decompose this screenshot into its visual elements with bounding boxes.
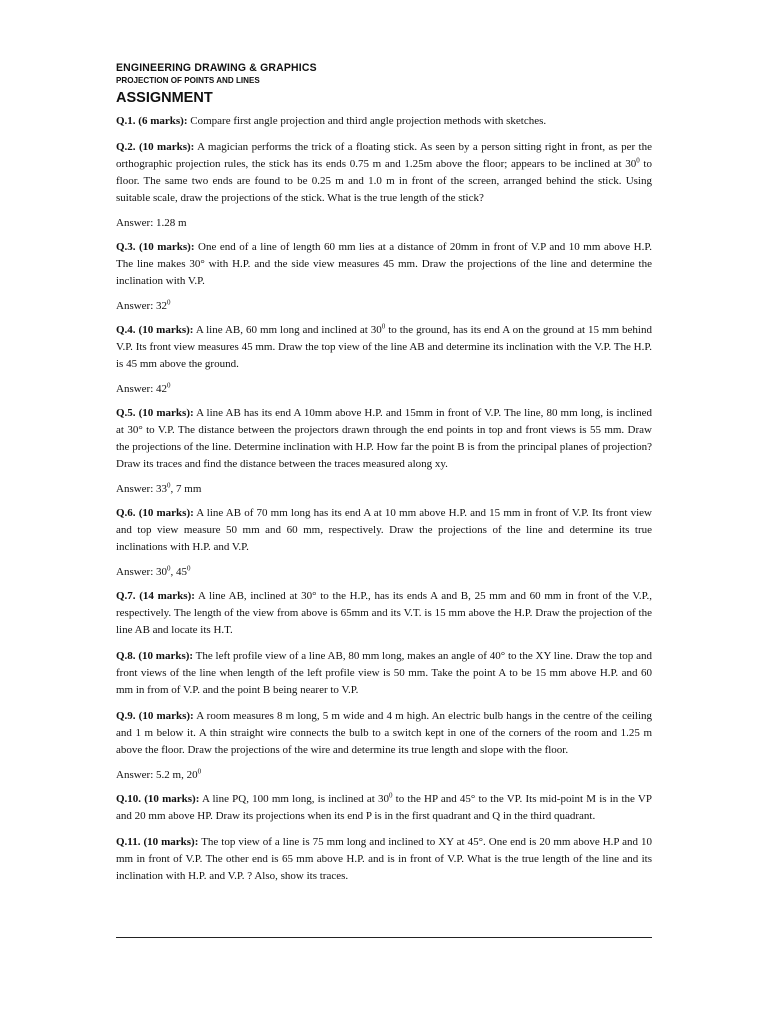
answer-9: [116, 768, 652, 783]
text-run: A magician performs the trick of a floating stick. As seen by a person sitting right in front, as per the orthographic projection rules, the stick has its ends 0.75 m and 1.25m above the floor; appears to be inclined at 30: [116, 141, 652, 170]
text-run: Compare first angle projection and third angle projection methods with sketches.: [190, 115, 547, 127]
document-title: ENGINEERING DRAWING & GRAPHICS: [116, 62, 317, 74]
question-label: Q.4. (10 marks):: [116, 324, 194, 336]
question-11: [116, 834, 652, 885]
question-6: [116, 505, 652, 556]
footer-divider: [116, 937, 652, 938]
superscript: 0: [167, 298, 171, 307]
question-list: [116, 113, 652, 885]
text-run: Answer: 30: [116, 566, 168, 578]
superscript: 0: [197, 767, 202, 776]
question-label: Q.11. (10 marks):: [116, 836, 199, 848]
assignment-heading: ASSIGNMENT: [116, 90, 213, 106]
question-label: Q.9. (10 marks):: [116, 710, 194, 722]
text-run: A line AB of 70 mm long has its end A at 10 mm above H.P. and 15 mm in front of V.P. Its front view and top view measure 50 mm and 60 mm, respectively. Draw the projections of the line and determine its true inclinations with H.P. and V.P.: [116, 507, 652, 553]
text-run: A room measures 8 m long, 5 m wide and 4 m high. An electric bulb hangs in the centre of the ceiling and 1 m below it. A thin straight wire connects the bulb to a switch kept in one of the corners of the room and 1.25 m above the floor. Draw the projections of the wire and determine its true length and slope with the floor.: [116, 710, 652, 756]
superscript: 0: [636, 156, 640, 165]
superscript: 0: [167, 481, 171, 490]
question-label: Q.7. (14 marks):: [116, 590, 195, 602]
question-3: [116, 239, 652, 290]
question-8: [116, 648, 652, 699]
question-7: [116, 588, 652, 639]
question-4: [116, 322, 652, 373]
superscript: 0: [388, 791, 393, 800]
question-label: Q.10. (10 marks):: [116, 793, 200, 805]
question-label: Q.5. (10 marks):: [116, 407, 194, 419]
answer-5: [116, 482, 652, 497]
text-run: to floor. The same two ends are found to be 0.25 m and 1.0 m in front of the screen, arranged behind the stick. Using suitable scale, draw the projections of the stick. What is the true length of the stick?: [116, 158, 652, 204]
text-run: Answer: 5.2 m, 20: [116, 769, 198, 781]
text-run: A line AB, 60 mm long and inclined at 30: [195, 324, 382, 336]
question-5: [116, 405, 652, 473]
text-run: Answer: 42: [116, 383, 168, 395]
superscript: 0: [381, 322, 386, 331]
answer-6: [116, 565, 652, 580]
question-label: Q.8. (10 marks):: [116, 650, 194, 662]
text-run: Answer: 32: [116, 300, 168, 312]
answer-2: [116, 216, 652, 231]
text-run: Answer: 1.28 m: [116, 217, 187, 229]
text-run: One end of a line of length 60 mm lies at a distance of 20mm in front of V.P and 10 mm above H.P. The line makes 30° with H.P. and the side view measures 45 mm. Draw the projections of the line and determine the inclination with V.P.: [116, 241, 653, 287]
question-label: Q.1. (6 marks):: [116, 115, 188, 127]
text-run: The top view of a line is 75 mm long and inclined to XY at 45°. One end is 20 mm above H.P and 10 mm in front of V.P. The other end is 65 mm above H.P. and is in front of V.P. What is the true length of the line and its inclination with H.P. and V.P. ? Also, show its traces.: [116, 836, 652, 882]
text-run: A line PQ, 100 mm long, is inclined at 30: [201, 793, 389, 805]
answer-4: [116, 382, 652, 397]
text-run: , 45: [170, 566, 188, 578]
question-label: Q.3. (10 marks):: [116, 241, 195, 253]
superscript: 0: [167, 381, 171, 390]
document-subtitle: PROJECTION OF POINTS AND LINES: [116, 75, 260, 85]
text-run: The left profile view of a line AB, 80 mm long, makes an angle of 40° to the XY line. Draw the top and front views of the line when length of the left profile view is 50 mm. Take the point A to be 15 mm above H.P. and 60 mm in from of V.P. and the point B being nearer to V.P.: [116, 650, 652, 696]
answer-3: [116, 299, 652, 314]
text-run: to the HP and 45° to the VP. Its mid-point M is in the VP and 20 mm above HP. Draw its projections when its end P is in the first quadrant and Q in the third quadrant.: [116, 793, 652, 822]
question-2: [116, 139, 652, 207]
question-label: Q.6. (10 marks):: [116, 507, 194, 519]
question-9: [116, 708, 652, 759]
superscript: 0: [187, 564, 191, 573]
text-run: A line AB, inclined at 30° to the H.P., has its ends A and B, 25 mm and 60 mm in front of the V.P., respectively. The length of the view from above is 65mm and its V.T. is 15 mm above the H.P. Draw the projection of the line AB and locate its H.T.: [116, 590, 653, 636]
question-1: [116, 113, 652, 130]
text-run: A line AB has its end A 10mm above H.P. and 15mm in front of V.P. The line, 80 mm long, is inclined at 30° to V.P. The distance between the projectors drawn through the end points in top and front views is 55 mm. Draw the projections of the line. Determine inclination with H.P. How far the point B is from the principal planes of projection? Draw its traces and find the distance between the traces measured along xy.: [116, 407, 652, 470]
question-label: Q.2. (10 marks):: [116, 141, 195, 153]
text-run: to the ground, has its end A on the ground at 15 mm behind V.P. Its front view measures 45 mm. Draw the top view of the line AB and determine its inclination with the V.P. The H.P. is 45 mm above the ground.: [116, 324, 652, 370]
superscript: 0: [167, 564, 171, 573]
text-run: Answer: 33: [116, 483, 168, 495]
text-run: , 7 mm: [170, 483, 202, 495]
question-10: [116, 791, 652, 825]
